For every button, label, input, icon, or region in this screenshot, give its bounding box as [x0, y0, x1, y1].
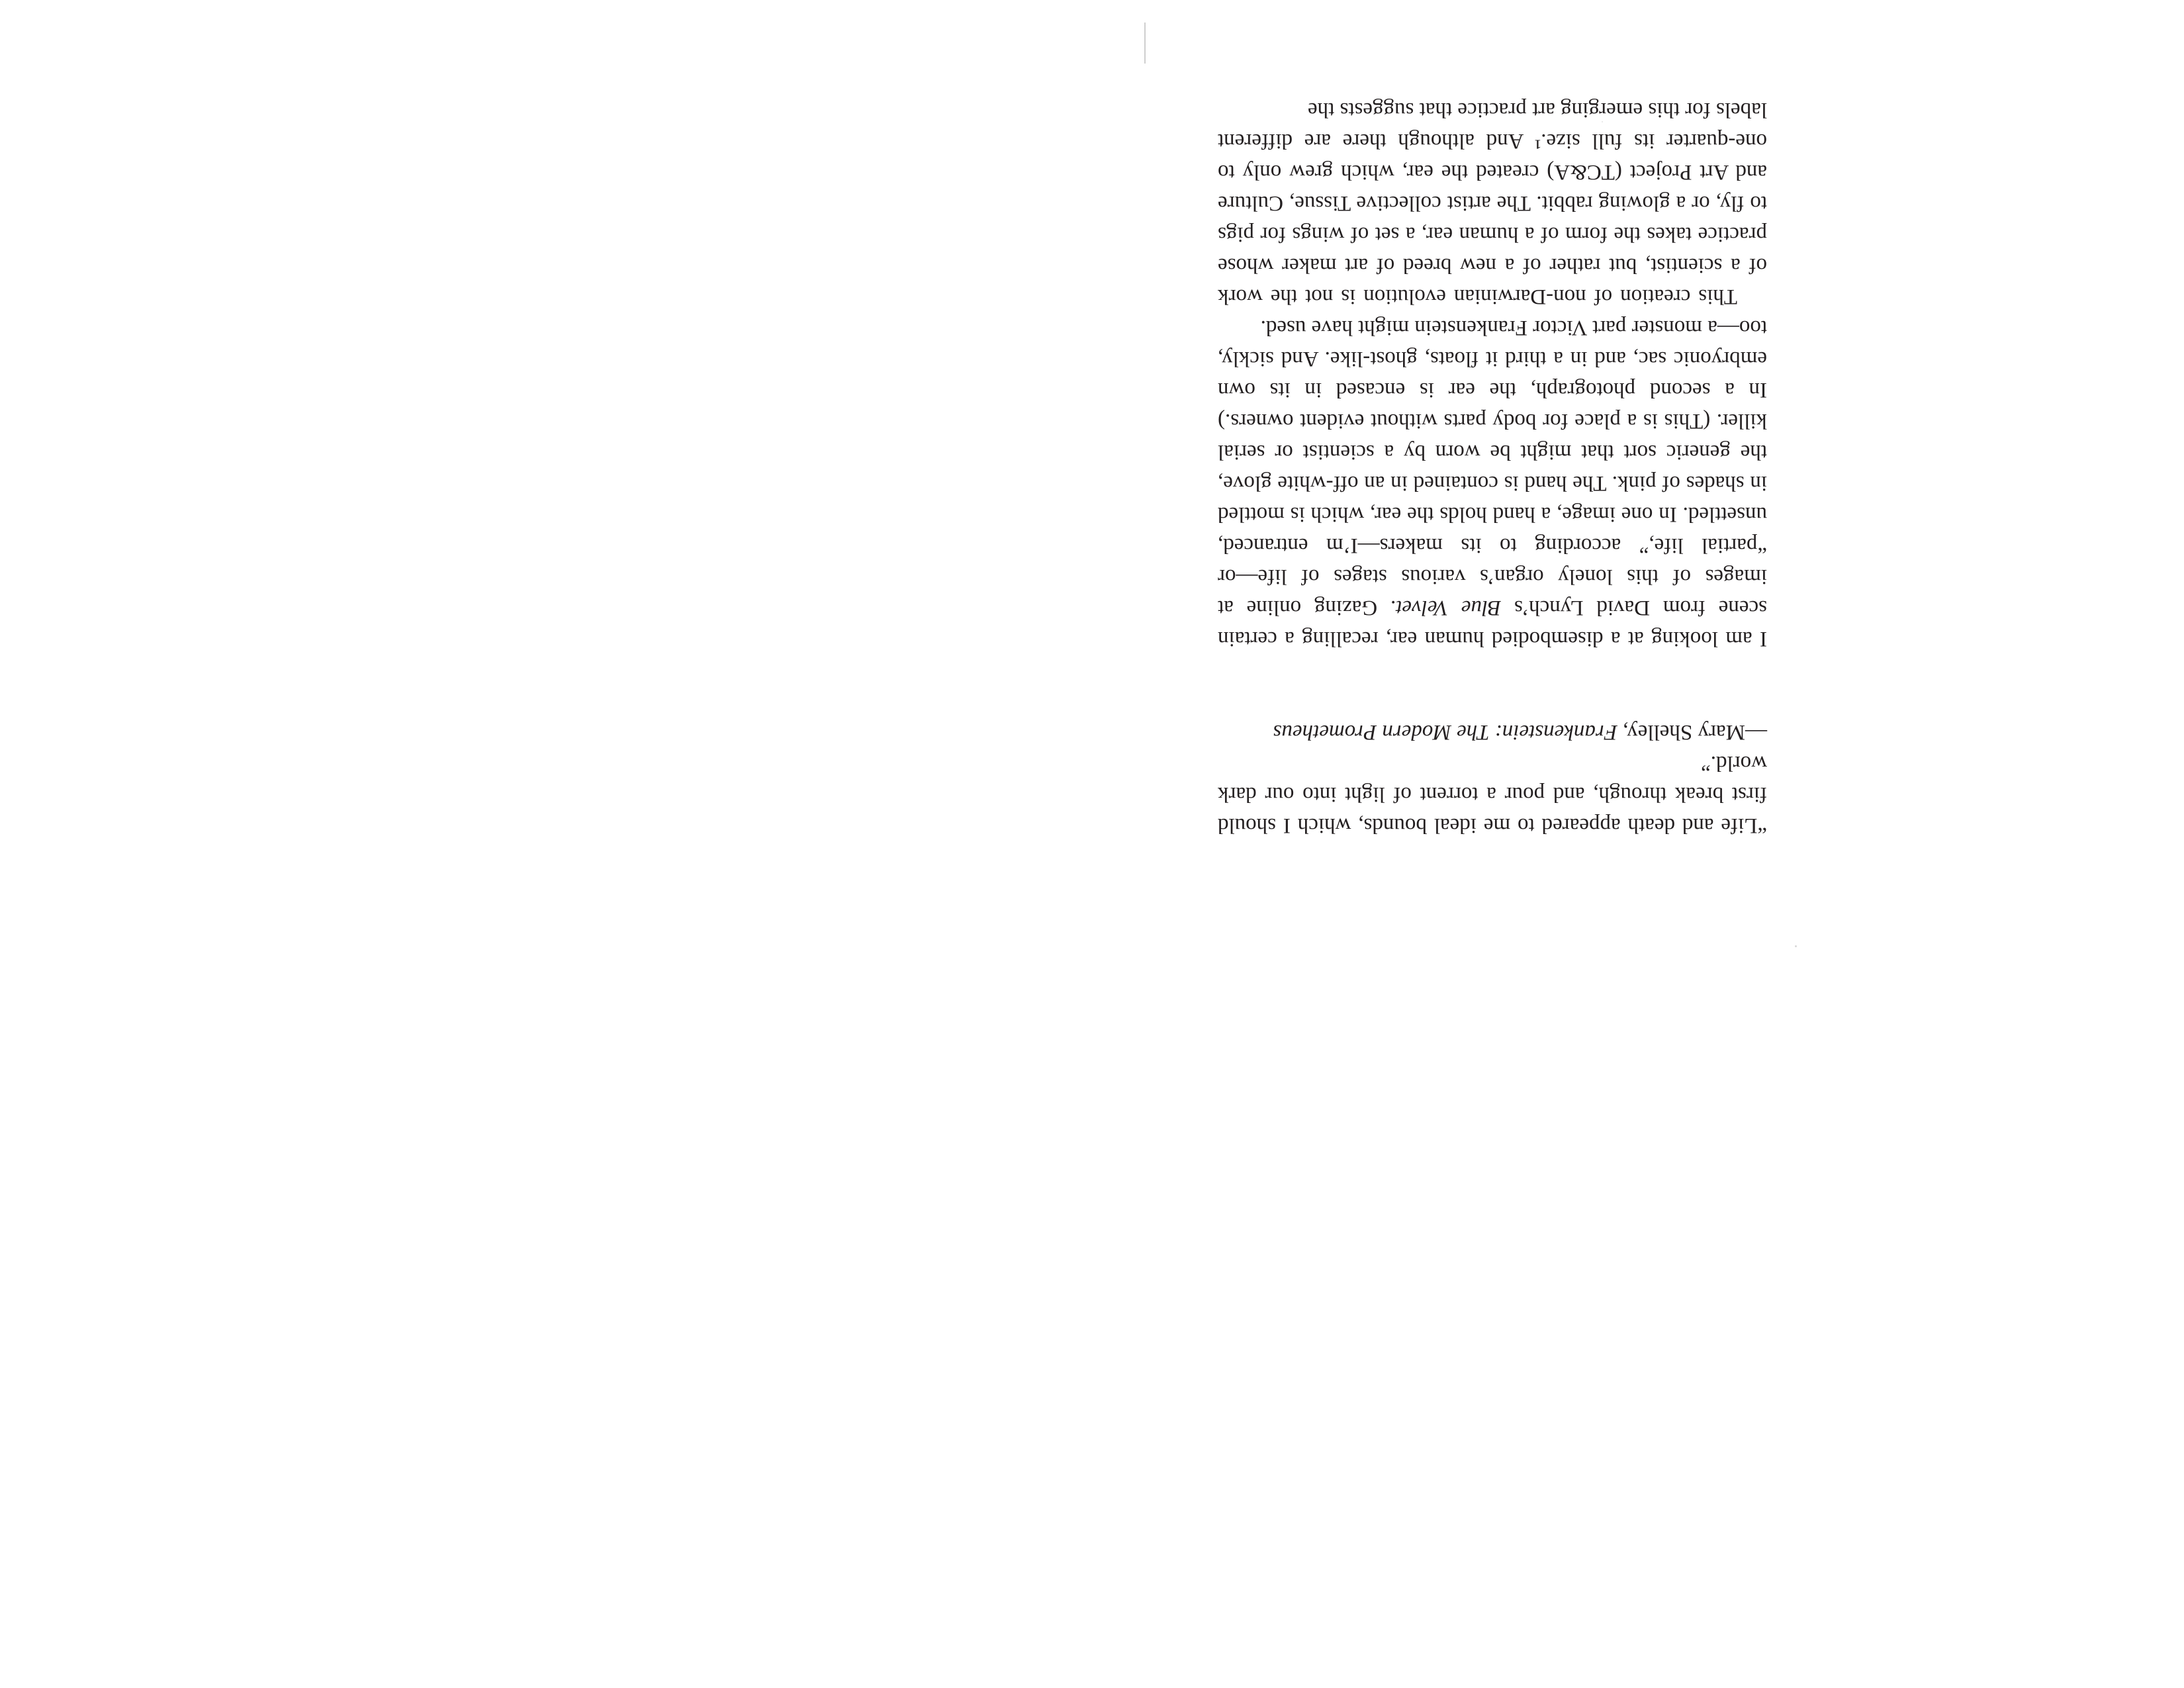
paragraph-1-text-b: . Gazing online at images of this lonely organ’s various stages of life—or “partial life,” according to its makers—I’m entranced, unsettled. In one image, a hand holds the ear, which is mottled in shades of pink. The hand is contained in an off-white glove, the generic sort that might be worn by a scientist or serial killer. (This is a place for body parts without evident owners.) In a second photograph, the ear is encased in its own embryonic sac, and in a third it floats, ghost-like. And sickly, too—a monster part Victor Frankenstein might have used.: [1218, 316, 1767, 620]
paragraph-2: This creation of non-Darwinian evolution is not the work of a scientist, but rather of a new breed of art maker whose practice takes the form of a human ear, a set of wings for pigs to fly, or a glowing rabbit. The artist collective Tissue, Culture and Art Project (TC&A) created the ear, which grew only to one-quarter its full size.¹ And although there are different labels for this emerging art practice that suggests the: [1218, 98, 1767, 308]
epigraph-quote: “Life and death appeared to me ideal bounds, which I should first break through, and pour a torrent of light into our dark world.”: [1218, 751, 1767, 837]
epigraph-author: —Mary Shelley,: [1617, 720, 1767, 744]
epigraph-attribution: [1218, 716, 1767, 747]
epigraph: [1218, 716, 1767, 841]
paragraph-1: [1218, 312, 1767, 654]
body-text: [1218, 94, 1767, 654]
paragraph-1-text-a: I am looking at a disembodied human ear, recalling a certain scene from David Lynch’s: [1218, 596, 1767, 651]
text-column: [1218, 94, 1767, 841]
film-title: Blue Velvet: [1396, 596, 1502, 620]
epigraph-work-title: Frankenstein: The Modern Prometheus: [1273, 720, 1617, 744]
